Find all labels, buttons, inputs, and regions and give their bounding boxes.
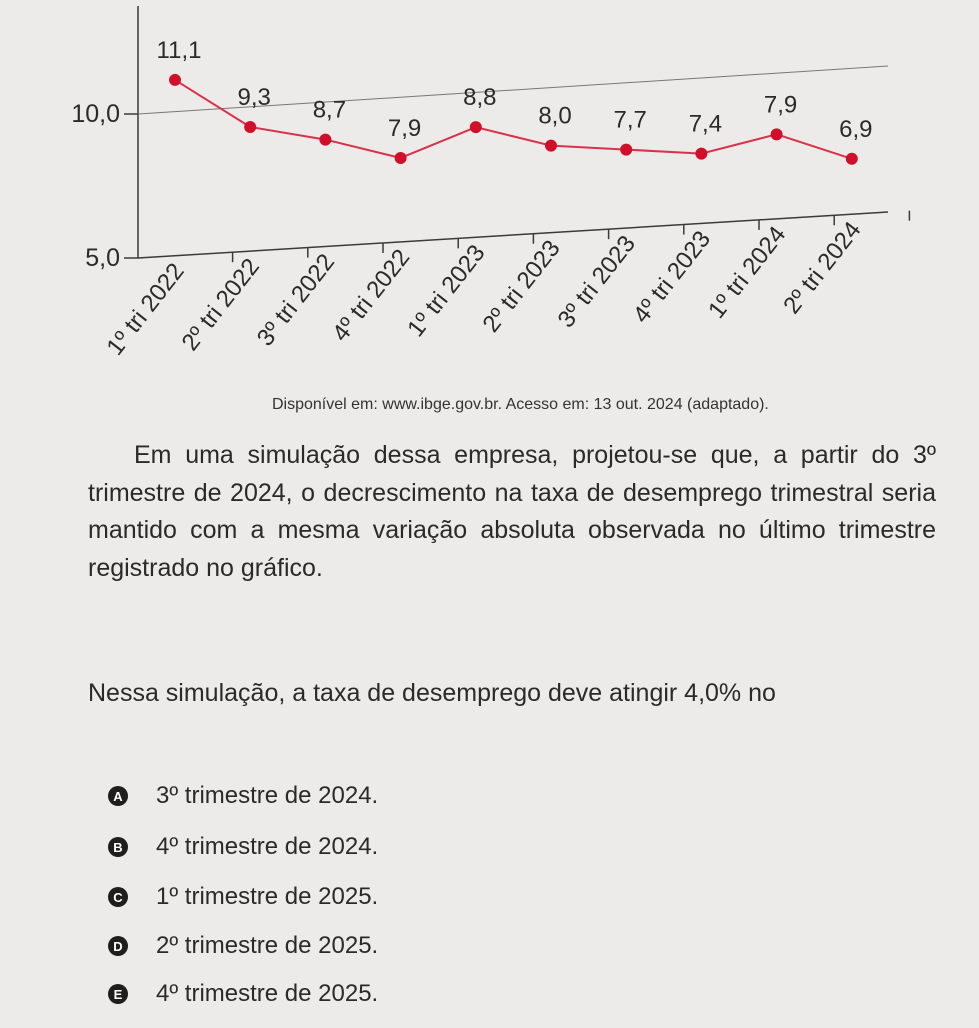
option-a[interactable]	[108, 782, 378, 810]
value-label-3: 8,7	[312, 96, 347, 124]
option-b[interactable]	[108, 833, 378, 861]
value-label-5: 8,8	[463, 84, 497, 112]
data-point-8	[695, 148, 707, 160]
data-point-10	[846, 153, 858, 165]
value-label-9: 7,9	[763, 91, 798, 119]
value-label-4: 7,9	[387, 114, 422, 142]
data-point-4	[395, 152, 407, 164]
category-label-10: 2º tri 2024	[778, 216, 867, 320]
data-point-6	[545, 140, 557, 152]
passage-ordinal: 3º	[912, 441, 936, 469]
data-point-5	[470, 121, 482, 133]
category-label-3: 3º tri 2022	[251, 248, 341, 352]
data-point-1	[169, 74, 181, 86]
category-label-7: 3º tri 2023	[552, 230, 641, 333]
passage-after: trimestre de 2024, o decrescimento na taxa de desemprego trimestral seria mantido com a mesma variação absoluta observada no último trimestre registrado no gráfico.	[88, 478, 936, 582]
value-label-6: 8,0	[538, 102, 572, 130]
category-label-4: 4º tri 2022	[327, 244, 416, 347]
value-label-1: 11,1	[156, 36, 202, 64]
category-label-5: 1º tri 2023	[402, 239, 491, 343]
category-label-6: 2º tri 2023	[477, 235, 566, 338]
category-label-2: 2º tri 2022	[176, 253, 265, 356]
series-line	[175, 80, 852, 159]
value-label-2: 9,3	[237, 84, 271, 112]
option-a-text: 3º trimestre de 2024.	[156, 782, 379, 809]
question-text: Nessa simulação, a taxa de desemprego deve atingir 4,0% no	[88, 679, 776, 707]
source-caption: Disponível em: www.ibge.gov.br. Acesso em: 13 out. 2024 (adaptado).	[272, 396, 769, 413]
value-label-10: 6,9	[839, 115, 873, 143]
value-label-8: 7,4	[688, 110, 723, 138]
option-b-badge: B	[108, 837, 128, 857]
option-d-text: 2º trimestre de 2025.	[156, 932, 379, 959]
data-point-3	[319, 134, 331, 146]
y-tick-label-10: 10,0	[71, 100, 120, 128]
data-point-2	[244, 121, 256, 133]
option-d[interactable]	[108, 932, 378, 960]
category-label-8: 4º tri 2023	[627, 225, 717, 329]
option-a-badge: A	[108, 786, 128, 806]
y-tick-label-5: 5,0	[85, 244, 120, 272]
option-c-badge: C	[108, 887, 128, 907]
option-d-badge: D	[108, 936, 128, 956]
category-label-9: 1º tri 2024	[703, 221, 792, 324]
option-e-text: 4º trimestre de 2025.	[156, 980, 379, 1007]
data-point-7	[620, 144, 632, 156]
passage-text	[88, 437, 936, 587]
value-label-7: 7,7	[613, 106, 647, 134]
data-point-9	[771, 128, 783, 140]
category-label-1: 1º tri 2022	[101, 258, 190, 361]
passage-before: Em uma simulação dessa empresa, projetou-se que, a partir do	[134, 441, 913, 469]
option-e[interactable]	[108, 980, 378, 1008]
option-c[interactable]	[108, 883, 378, 911]
option-c-text: 1º trimestre de 2025.	[156, 883, 379, 910]
unemployment-line-chart	[0, 0, 979, 400]
option-b-text: 4º trimestre de 2024.	[156, 833, 379, 860]
option-e-badge: E	[108, 984, 128, 1004]
